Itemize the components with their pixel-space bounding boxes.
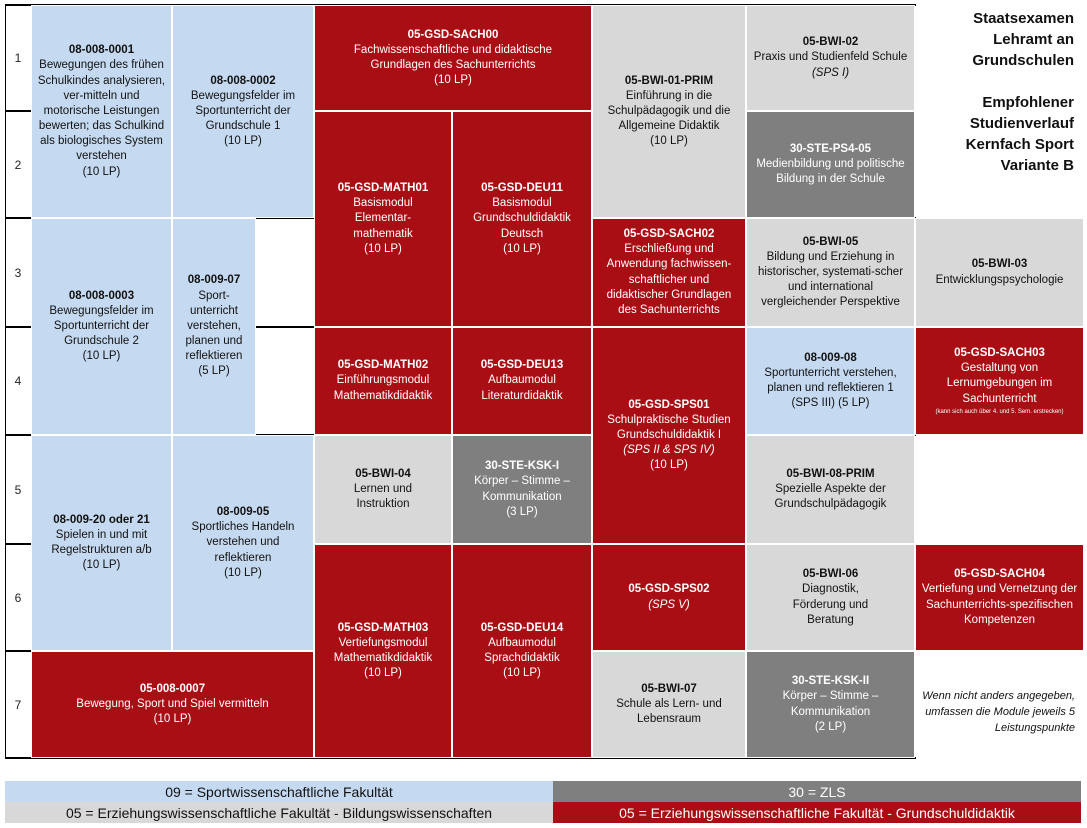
module-08-008-0002[interactable] xyxy=(172,5,314,218)
module-05-008-0007[interactable] xyxy=(31,651,314,758)
legend-zls: 30 = ZLS xyxy=(553,781,1081,802)
module-desc: Bewegungen des frühen Schulkindes analysieren, ver-mitteln und motorische Leistungen bewerten; das Schulkind als biologisches System verstehen xyxy=(37,59,166,163)
module-code: 30-STE-KSK-I xyxy=(484,460,560,473)
module-05-GSD-MATH02[interactable] xyxy=(314,327,452,435)
module-30-STE-KSK-I[interactable] xyxy=(452,435,592,544)
module-code: 08-008-0002 xyxy=(210,74,276,87)
module-lp: (3 LP) xyxy=(506,505,538,518)
module-08-009-07[interactable] xyxy=(172,218,256,435)
module-code: 05-BWI-07 xyxy=(641,682,697,695)
module-lp: (5 LP) xyxy=(198,365,230,378)
module-05-BWI-06[interactable] xyxy=(746,544,915,651)
module-08-008-0003[interactable] xyxy=(31,218,172,435)
title-line: Staatsexamen xyxy=(973,10,1074,27)
module-lp: (10 LP) xyxy=(650,135,688,148)
module-code: 05-GSD-SPS02 xyxy=(628,583,710,596)
module-lp: (10 LP) xyxy=(364,242,402,255)
module-desc: Vertiefung und Vernetzung der Sachunterrichts-spezifischen Kompetenzen xyxy=(921,583,1078,626)
module-30-STE-KSK-II[interactable] xyxy=(746,651,915,758)
module-08-009-05[interactable] xyxy=(172,435,314,651)
module-05-GSD-DEU14[interactable] xyxy=(452,544,592,758)
title-line: Lehramt an xyxy=(993,31,1074,48)
module-code: 08-008-0001 xyxy=(68,44,135,57)
module-desc: Sportunterricht verstehen, planen und reflektieren 1 xyxy=(764,366,897,394)
subtitle-line: Empfohlener xyxy=(982,94,1074,111)
module-05-BWI-02[interactable] xyxy=(746,5,915,111)
module-note: (kann sich auch über 4. und 5. Sem. erstrecken) xyxy=(935,408,1064,415)
module-desc: Erschließung und Anwendung fachwissen-schaftlicher und didaktischer Grundlagen des Sachunterrichts xyxy=(606,243,732,316)
module-code: 05-BWI-05 xyxy=(802,235,859,248)
semester-number-5: 5 xyxy=(14,482,22,497)
module-code: 30-STE-KSK-II xyxy=(791,675,870,688)
module-05-GSD-MATH01[interactable] xyxy=(314,111,452,327)
module-desc: Basismodul Grundschuldidaktik Deutsch xyxy=(473,197,571,240)
module-05-GSD-DEU11[interactable] xyxy=(452,111,592,327)
module-lp: (10 LP) xyxy=(364,667,402,680)
module-desc: Spezielle Aspekte der Grundschulpädagogik xyxy=(774,482,887,511)
module-05-GSD-SACH04[interactable] xyxy=(915,544,1084,651)
module-08-008-0001[interactable] xyxy=(31,5,172,218)
module-desc: Einführung in die Schulpädagogik und die Allgemeine Didaktik xyxy=(607,89,731,133)
page-title xyxy=(922,8,1074,176)
module-lp: (10 LP) xyxy=(82,350,121,363)
module-code: 05-BWI-03 xyxy=(971,258,1028,271)
module-code: 05-GSD-DEU11 xyxy=(481,182,563,195)
module-code: 05-BWI-04 xyxy=(355,467,411,480)
module-code: 08-008-0003 xyxy=(68,289,135,302)
module-lp: (10 LP) xyxy=(224,135,262,148)
module-desc: Bildung und Erziehung in historischer, systemati-scher und international vergleichender Perspektive xyxy=(757,250,904,309)
module-desc: Spielen in und mit Regelstrukturen a/b xyxy=(51,528,152,556)
module-05-BWI-03[interactable] xyxy=(915,218,1084,327)
subtitle-line: Studienverlauf xyxy=(969,115,1074,132)
module-code: 05-GSD-SACH02 xyxy=(623,227,715,240)
module-desc: Basismodul Elementar-mathematik xyxy=(353,197,413,240)
title-line: Grundschulen xyxy=(972,52,1074,69)
module-desc: Aufbaumodul Sprachdidaktik xyxy=(484,636,560,664)
module-code: 08-009-05 xyxy=(216,506,270,519)
module-desc-italic: (SPS II & SPS IV) xyxy=(623,444,715,457)
module-lp: (10 LP) xyxy=(650,459,688,472)
module-code: 05-GSD-SACH03 xyxy=(954,347,1045,360)
legend-bildungswissenschaften: 05 = Erziehungswissenschaftliche Fakultät - Bildungswissenschaften xyxy=(5,802,553,823)
module-desc: Körper – Stimme – Kommunikation xyxy=(782,690,879,718)
module-lp: (10 LP) xyxy=(503,242,541,255)
module-lp: (10 LP) xyxy=(503,667,541,680)
module-desc: Sport-unterricht verstehen, planen und reflektieren xyxy=(185,289,243,363)
module-code: 05-BWI-08-PRIM xyxy=(786,467,875,480)
module-desc-text: Praxis und Studienfeld Schule xyxy=(753,51,908,64)
module-desc: Sportliches Handeln verstehen und reflektieren xyxy=(191,521,295,564)
module-desc xyxy=(751,50,910,80)
module-desc: Vertiefungsmodul Mathematikdidaktik xyxy=(333,636,433,664)
module-code: 30-STE-PS4-05 xyxy=(789,142,872,155)
module-05-GSD-DEU13[interactable] xyxy=(452,327,592,435)
module-desc: Bewegungsfelder im Sportunterricht der Grundschule 1 xyxy=(190,89,296,133)
module-desc: Aufbaumodul Literaturdidaktik xyxy=(481,374,563,402)
semester-number-4: 4 xyxy=(14,374,22,388)
module-code: 08-009-08 xyxy=(804,351,857,364)
module-desc: Diagnostik, Förderung und Beratung xyxy=(792,583,869,626)
module-desc: Lernen und Instruktion xyxy=(353,482,413,511)
module-30-STE-PS4-05[interactable] xyxy=(746,111,915,218)
module-08-009-08[interactable] xyxy=(746,327,915,435)
module-desc-italic: (SPS I) xyxy=(811,66,850,79)
module-code: 05-GSD-MATH01 xyxy=(337,182,429,195)
grid-line xyxy=(5,5,6,758)
module-desc: Medienbildung und politische Bildung in der Schule xyxy=(756,157,905,186)
semester-number-6: 6 xyxy=(14,590,22,605)
module-code: 05-GSD-MATH03 xyxy=(337,621,429,634)
legend-sport: 09 = Sportwissenschaftliche Fakultät xyxy=(5,781,553,802)
module-desc: Einführungsmodul Mathematikdidaktik xyxy=(333,374,433,402)
module-desc: Bewegung, Sport und Spiel vermitteln xyxy=(76,697,269,710)
subtitle-line: Kernfach Sport xyxy=(965,136,1074,153)
module-desc-italic: (SPS V) xyxy=(648,598,690,611)
module-desc: Bewegungsfelder im Sportunterricht der Grundschule 2 xyxy=(49,304,154,348)
module-desc: Schulpraktische Studien Grundschuldidaktik I xyxy=(607,413,731,441)
module-code: 05-BWI-01-PRIM xyxy=(624,74,714,87)
module-05-BWI-07[interactable] xyxy=(592,651,746,758)
module-05-GSD-SPS02[interactable] xyxy=(592,544,746,651)
semester-number-2: 2 xyxy=(14,157,22,172)
module-lp: (SPS III) (5 LP) xyxy=(791,397,870,410)
subtitle-line: Variante B xyxy=(1000,157,1074,174)
title-spacer xyxy=(922,71,1074,92)
module-05-GSD-MATH03[interactable] xyxy=(314,544,452,758)
module-lp: (10 LP) xyxy=(153,713,192,726)
module-code: 05-GSD-SACH04 xyxy=(954,568,1045,581)
leistungspunkte-footnote: Wenn nicht anders angegeben, umfassen die Module jeweils 5 Leistungspunkte xyxy=(922,690,1075,734)
module-desc: Schule als Lern- und Lebensraum xyxy=(616,697,722,726)
module-code: 05-BWI-02 xyxy=(802,36,859,49)
module-code: 05-BWI-06 xyxy=(802,568,859,581)
module-05-GSD-SACH02[interactable] xyxy=(592,218,746,327)
module-05-GSD-SPS01[interactable] xyxy=(592,327,746,544)
module-desc: Gestaltung von Lernumgebungen im Sachunterricht xyxy=(946,362,1053,405)
module-lp: (10 LP) xyxy=(224,566,262,579)
module-code: 05-GSD-MATH02 xyxy=(337,359,429,372)
semester-number-3: 3 xyxy=(14,265,22,280)
module-05-GSD-SACH03[interactable] xyxy=(915,327,1084,435)
module-code: 05-GSD-SPS01 xyxy=(628,398,710,411)
module-lp: (2 LP) xyxy=(814,720,847,733)
module-05-GSD-SACH00[interactable] xyxy=(314,5,592,111)
module-05-BWI-05[interactable] xyxy=(746,218,915,327)
module-code: 08-009-07 xyxy=(187,274,241,287)
module-desc: Fachwissenschaftliche und didaktische Grundlagen des Sachunterrichts xyxy=(353,43,553,71)
module-code: 05-GSD-DEU13 xyxy=(480,359,564,372)
module-05-BWI-01-PRIM[interactable] xyxy=(592,5,746,218)
module-desc: Körper – Stimme – Kommunikation xyxy=(474,475,570,503)
module-lp: (10 LP) xyxy=(434,74,472,87)
semester-number-7: 7 xyxy=(14,697,22,712)
module-lp: (10 LP) xyxy=(82,559,121,572)
module-code: 08-009-20 oder 21 xyxy=(53,513,150,526)
module-code: 05-GSD-DEU14 xyxy=(480,621,564,634)
module-08-009-20-oder-21[interactable] xyxy=(31,435,172,651)
module-05-BWI-04[interactable] xyxy=(314,435,452,544)
legend-grundschuldidaktik: 05 = Erziehungswissenschaftliche Fakultät - Grundschuldidaktik xyxy=(553,802,1081,823)
module-05-BWI-08-PRIM[interactable] xyxy=(746,435,915,544)
module-code: 05-GSD-SACH00 xyxy=(407,28,499,41)
semester-number-1: 1 xyxy=(14,51,22,65)
module-code: 05-008-0007 xyxy=(139,682,206,695)
module-desc: Entwicklungspsychologie xyxy=(935,273,1064,286)
module-lp: (10 LP) xyxy=(82,165,121,178)
